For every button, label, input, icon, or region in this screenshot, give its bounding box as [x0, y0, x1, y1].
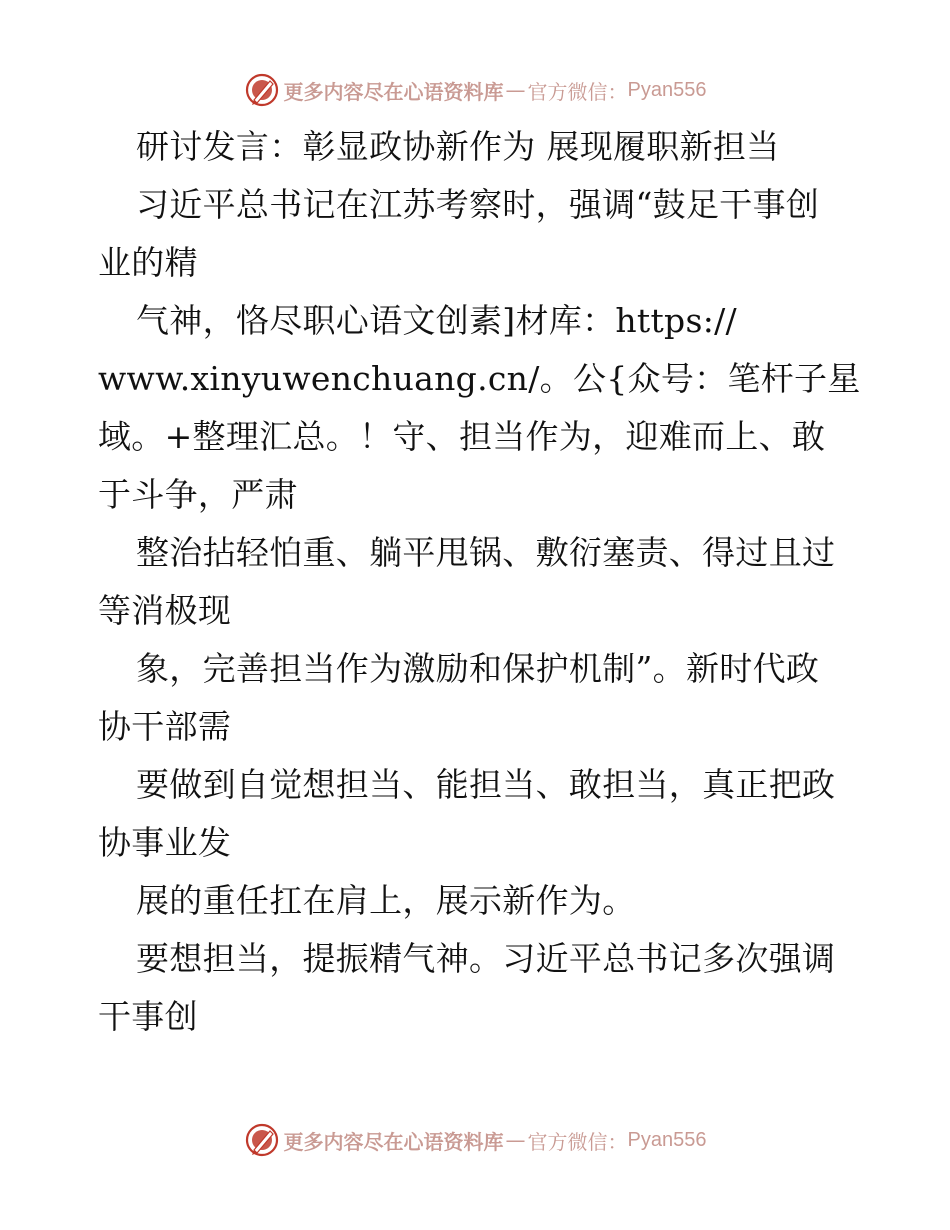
document-title: 研讨发言：彰显政协新作为 展现履职新担当 — [136, 127, 780, 166]
paragraph-line: 要做到自觉想担当、能担当、敢担当，真正把政 — [136, 765, 836, 804]
paragraph-line: 业的精 — [98, 243, 198, 282]
footer-watermark-banner — [0, 1120, 950, 1160]
header-banner-text: 更多内容尽在心语资料库 — [283, 79, 504, 104]
paragraph-line: 协干部需 — [98, 707, 232, 746]
pen-logo-icon — [244, 72, 280, 108]
paragraph-line: 气神，恪尽职心语文创素]材库：https:// — [136, 301, 737, 340]
document-body — [98, 118, 868, 1046]
header-wechat-label: 官方微信： — [527, 79, 628, 104]
paragraph-line: 整治拈轻怕重、躺平甩锅、敷衍塞责、得过且过 — [136, 533, 836, 572]
paragraph-line: 等消极现 — [98, 591, 232, 630]
pen-logo-icon — [244, 1122, 280, 1158]
header-watermark-banner — [0, 70, 950, 110]
paragraph-line: 要想担当，提振精气神。习近平总书记多次强调 — [136, 939, 836, 978]
header-banner-separator: — — [505, 78, 526, 102]
paragraph-line: 习近平总书记在江苏考察时，强调“鼓足干事创 — [136, 185, 820, 224]
paragraph-line: 展的重任扛在肩上，展示新作为。 — [136, 881, 636, 920]
footer-wechat-id: Pyan556 — [627, 1128, 707, 1151]
footer-banner-text: 更多内容尽在心语资料库 — [283, 1129, 504, 1154]
footer-banner-separator: — — [505, 1128, 526, 1152]
footer-wechat-label: 官方微信： — [527, 1129, 628, 1154]
header-wechat-id: Pyan556 — [627, 78, 707, 101]
paragraph-line: 域。+整理汇总。！守、担当作为，迎难而上、敢 — [98, 417, 826, 456]
paragraph-line: 协事业发 — [98, 823, 232, 862]
paragraph-line: 于斗争，严肃 — [98, 475, 298, 514]
paragraph-line: www.xinyuwenchuang.cn/。公{众号：笔杆子星 — [98, 359, 861, 398]
paragraph-line: 干事创 — [98, 997, 198, 1036]
paragraph-line: 象，完善担当作为激励和保护机制”。新时代政 — [136, 649, 820, 688]
